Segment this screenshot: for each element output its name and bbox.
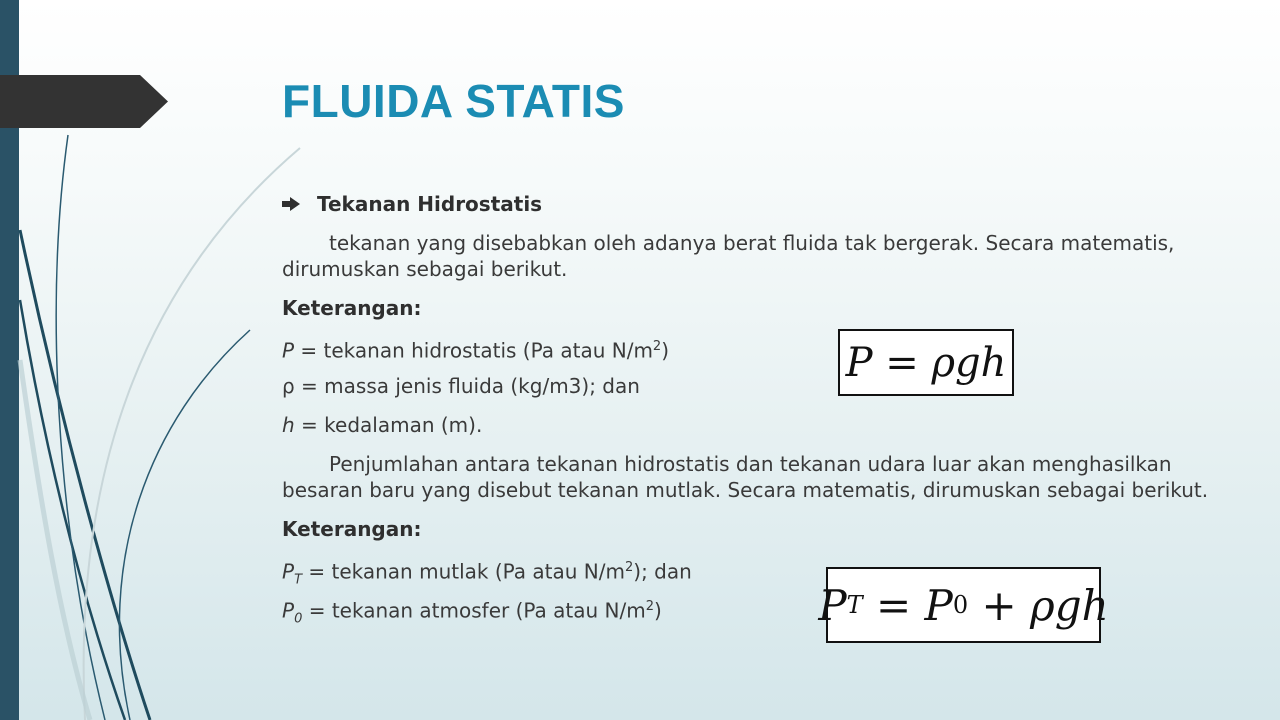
absolute-pressure-formula: P T = P 0 + ρgh (826, 567, 1101, 643)
bullet-heading: Tekanan Hidrostatis (317, 192, 543, 216)
slide-title: FLUIDA STATIS (282, 75, 625, 127)
keterangan-label: Keterangan: (282, 517, 422, 541)
definition-line: ρ = massa jenis fluida (kg/m3); dan (282, 374, 640, 398)
title-tag-shape (0, 75, 168, 128)
bullet-item (282, 190, 1212, 218)
slide-content (282, 190, 1212, 627)
definition-line: $P_0$ = tekanan atmosfer (Pa atau $N/m^2$) (282, 598, 662, 627)
second-paragraph: Penjumlahan antara tekanan hidrostatis dan tekanan udara luar akan menghasilkan besaran baru yang disebut tekanan mutlak. Secara matematis, dirumuskan sebagai berikut. (282, 452, 1209, 502)
keterangan-label: Keterangan: (282, 296, 422, 320)
hydrostatic-pressure-formula: P = ρgh (838, 329, 1014, 396)
arrow-right-icon (282, 197, 300, 211)
definition-line: h = kedalaman (m). (282, 413, 483, 437)
intro-paragraph: tekanan yang disebabkan oleh adanya berat fluida tak bergerak. Secara matematis, dirumuskan sebagai berikut. (282, 231, 1175, 281)
definition-line: P = tekanan hidrostatis (Pa atau $N/m^2$) (282, 338, 670, 363)
definition-line: $P_T$ = tekanan mutlak (Pa atau $N/m^2$); dan (282, 559, 692, 588)
